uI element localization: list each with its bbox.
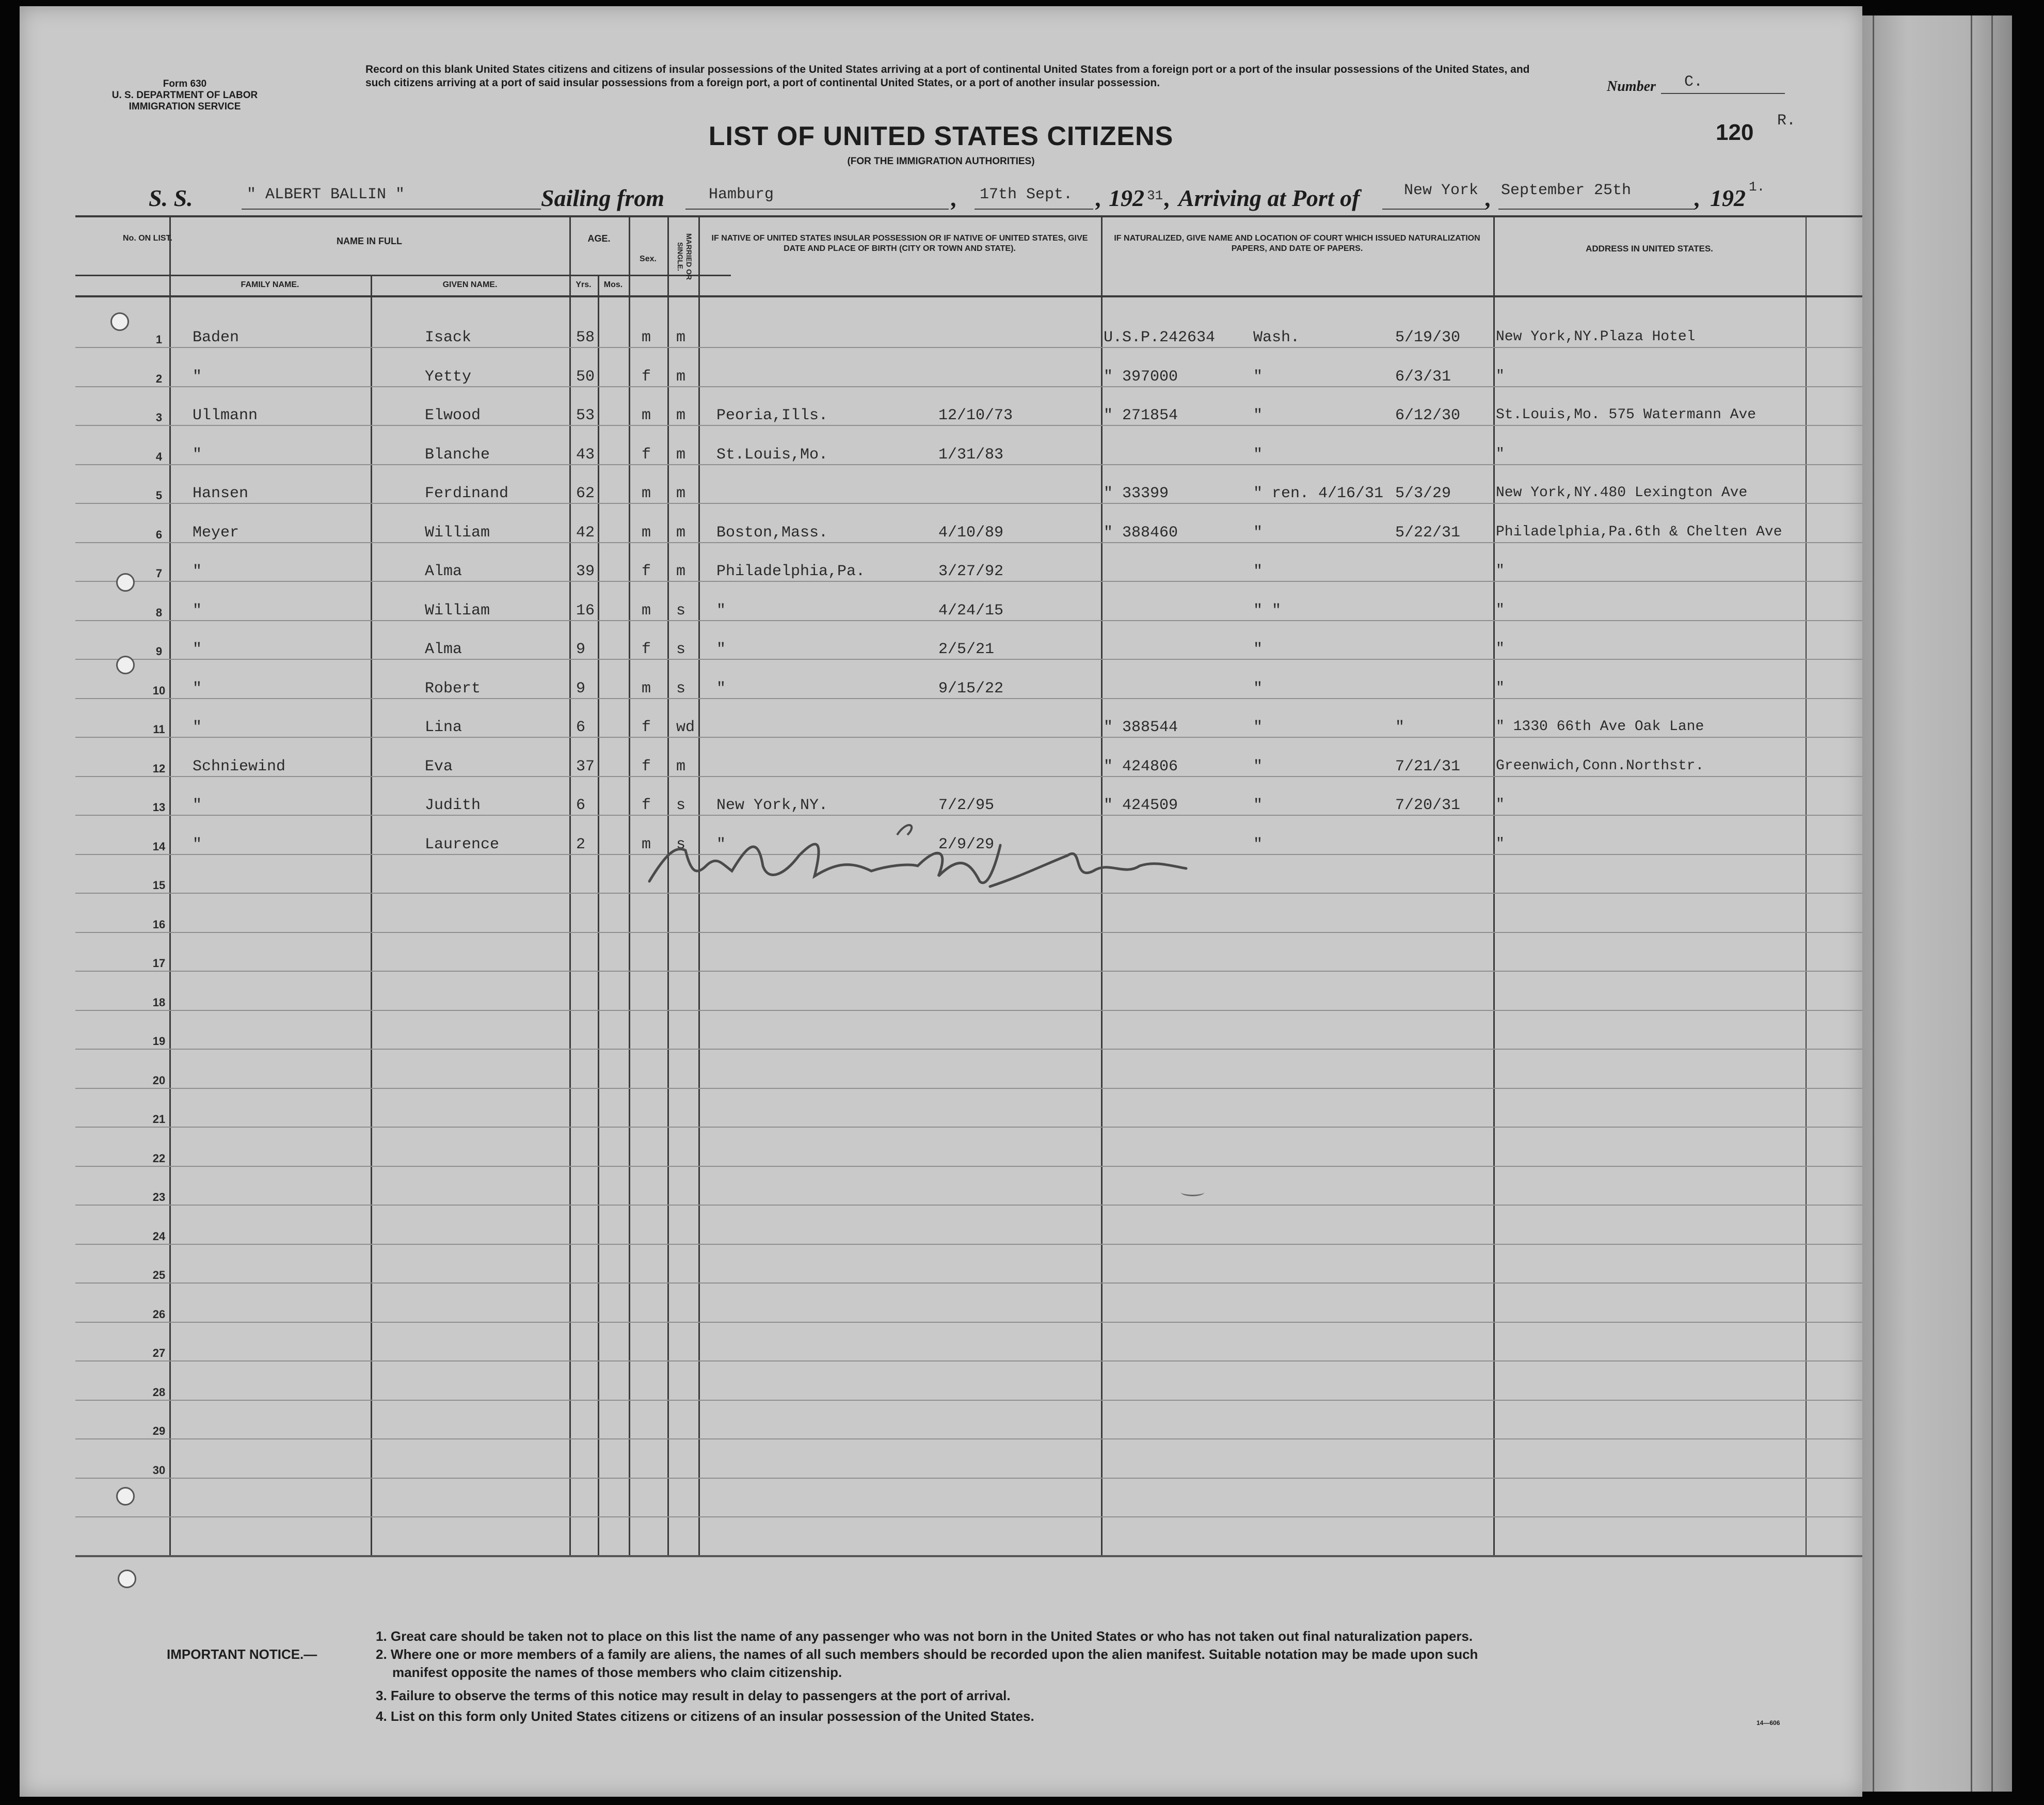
naturalization-date-cell: 5/3/29 — [1395, 485, 1451, 502]
underlying-sheet — [1862, 15, 2012, 1792]
col-header-birth: IF NATIVE OF UNITED STATES INSULAR POSSESSION OR IF NATIVE OF UNITED STATES, GIVE DATE AND PLACE OF BIRTH (CITY OR TOWN AND STATE). — [711, 234, 1088, 253]
address-cell: " — [1496, 679, 1505, 696]
marital-status-cell: m — [676, 563, 686, 580]
col-header-age: AGE. — [587, 233, 611, 244]
family-name-cell: Meyer — [193, 524, 239, 542]
age-yrs-cell: 43 — [576, 446, 595, 464]
marital-status-cell: m — [676, 446, 686, 464]
naturalization-date-cell: 6/12/30 — [1395, 407, 1461, 424]
arrival-date-underline — [1498, 209, 1695, 210]
birth-date-cell: 7/2/95 — [938, 797, 995, 814]
col-divider — [1493, 215, 1495, 1555]
age-yrs-cell: 16 — [576, 601, 595, 620]
row-rule — [75, 698, 1862, 699]
family-name-cell: Baden — [193, 329, 239, 346]
year-typed-1: 31 — [1147, 188, 1163, 203]
birth-place-cell: " — [716, 835, 726, 853]
given-name-cell: Elwood — [425, 407, 481, 424]
comma-3: , — [1164, 185, 1171, 211]
family-name-cell: " — [193, 601, 202, 620]
row-number: 19 — [152, 1035, 166, 1048]
birth-place-cell: " — [716, 679, 726, 698]
row-rule — [75, 1516, 1862, 1517]
row-number: 10 — [152, 684, 166, 697]
sex-cell: m — [642, 601, 651, 620]
row-rule — [75, 425, 1862, 426]
page-number: 120 — [1716, 120, 1754, 145]
sex-cell: f — [642, 446, 651, 464]
sex-cell: f — [642, 797, 651, 814]
address-cell: " — [1496, 368, 1505, 384]
number-value: C. — [1684, 73, 1703, 91]
manifest-page — [20, 6, 1862, 1797]
sex-cell: m — [642, 835, 651, 853]
sex-cell: f — [642, 641, 651, 658]
row-number: 20 — [152, 1073, 166, 1087]
naturalization-number-cell: " 271854 — [1104, 407, 1178, 424]
birth-date-cell: 4/10/89 — [938, 524, 1004, 542]
row-number: 21 — [152, 1113, 166, 1126]
row-rule — [75, 1166, 1862, 1167]
given-name-cell: Lina — [425, 719, 462, 736]
row-rule — [75, 1088, 1862, 1089]
given-name-cell: Eva — [425, 757, 453, 775]
row-rule — [75, 1127, 1862, 1128]
year-typed-2: 1. — [1749, 179, 1765, 195]
row-rule — [75, 503, 1862, 504]
col-divider — [1806, 215, 1807, 1555]
year-printed-1: 192 — [1109, 185, 1144, 211]
given-name-cell: Judith — [425, 797, 481, 814]
naturalization-court-cell: " — [1253, 524, 1263, 542]
family-name-cell: " — [193, 835, 202, 853]
family-name-cell: " — [193, 446, 202, 464]
age-yrs-cell: 37 — [576, 757, 595, 775]
naturalization-court-cell: " — [1253, 719, 1263, 736]
row-number: 13 — [152, 801, 166, 814]
sex-cell: f — [642, 757, 651, 775]
birth-place-cell: " — [716, 601, 726, 620]
family-name-cell: " — [193, 641, 202, 658]
address-cell: New York,NY.Plaza Hotel — [1496, 329, 1696, 345]
row-rule — [75, 971, 1862, 972]
given-name-cell: Yetty — [425, 368, 472, 386]
naturalization-court-cell: " — [1253, 757, 1263, 775]
table-top-border — [75, 215, 1862, 217]
row-number: 22 — [152, 1151, 166, 1165]
comma-4: , — [1486, 185, 1492, 211]
comma-1: , — [951, 185, 957, 211]
marital-status-cell: s — [676, 641, 686, 658]
age-yrs-cell: 2 — [576, 835, 586, 853]
page-suffix: R. — [1777, 112, 1796, 130]
row-number: 16 — [152, 917, 166, 931]
naturalization-court-cell: " — [1253, 407, 1263, 424]
address-cell: New York,NY.480 Lexington Ave — [1496, 485, 1748, 501]
family-name-cell: Hansen — [193, 485, 249, 502]
naturalization-date-cell: " — [1395, 719, 1405, 736]
col-header-married-single: MARRIED OR SINGLE. — [676, 233, 693, 280]
sail-date: 17th Sept. — [980, 186, 1073, 203]
col-header-no: No. ON LIST. — [123, 234, 172, 243]
birth-date-cell: 12/10/73 — [938, 407, 1013, 424]
sailing-label: Sailing from — [541, 185, 665, 211]
given-name-cell: Isack — [425, 329, 472, 346]
sex-cell: m — [642, 485, 651, 502]
notice-item-1: 1. Great care should be taken not to place on this list the name of any passenger who was not born in the United States or who has not taken out final naturalization papers. — [376, 1628, 1473, 1644]
comma-5: , — [1695, 185, 1701, 211]
row-number: 30 — [152, 1463, 166, 1477]
birth-date-cell: 9/15/22 — [938, 679, 1004, 698]
port-to-underline — [1382, 209, 1486, 210]
family-name-cell: Ullmann — [193, 407, 258, 424]
header-bottom-border — [75, 295, 1862, 297]
row-number: 23 — [152, 1191, 166, 1204]
col-header-yrs: Yrs. — [576, 280, 592, 289]
age-yrs-cell: 50 — [576, 368, 595, 386]
address-cell: St.Louis,Mo. 575 Watermann Ave — [1496, 407, 1756, 423]
given-name-cell: Blanche — [425, 446, 490, 464]
number-label: Number — [1607, 78, 1656, 94]
binder-hole — [116, 656, 135, 674]
naturalization-date-cell: 5/22/31 — [1395, 524, 1461, 542]
birth-place-cell: " — [716, 641, 726, 658]
age-yrs-cell: 9 — [576, 679, 586, 698]
given-name-cell: Robert — [425, 679, 481, 698]
row-number: 1 — [155, 333, 163, 346]
row-rule — [75, 542, 1862, 543]
naturalization-number-cell: U.S.P.242634 — [1104, 329, 1216, 346]
col-header-sex: Sex. — [640, 255, 657, 263]
row-number: 3 — [155, 411, 163, 424]
form-number: Form 630 — [163, 78, 207, 89]
naturalization-court-cell: " ren. 4/16/31 — [1253, 485, 1384, 502]
row-rule — [75, 1400, 1862, 1401]
sex-cell: f — [642, 719, 651, 736]
binder-hole — [116, 573, 135, 592]
address-cell: " — [1496, 641, 1505, 657]
given-name-cell: Alma — [425, 563, 462, 580]
address-cell: " — [1496, 446, 1505, 462]
address-cell: Philadelphia,Pa.6th & Chelten Ave — [1496, 524, 1782, 540]
sex-cell: m — [642, 329, 651, 346]
age-yrs-cell: 6 — [576, 797, 586, 814]
col-header-name: NAME IN FULL — [337, 236, 402, 246]
col-header-given: GIVEN NAME. — [442, 280, 498, 289]
birth-place-cell: Peoria,Ills. — [716, 407, 828, 424]
age-yrs-cell: 42 — [576, 524, 595, 542]
birth-place-cell: Philadelphia,Pa. — [716, 563, 866, 580]
family-name-cell: " — [193, 368, 202, 386]
family-name-cell: " — [193, 563, 202, 580]
col-header-mos: Mos. — [603, 280, 623, 289]
marital-status-cell: m — [676, 329, 686, 346]
age-yrs-cell: 39 — [576, 563, 595, 580]
age-yrs-cell: 58 — [576, 329, 595, 346]
naturalization-court-cell: " — [1253, 797, 1263, 814]
birth-date-cell: 2/9/29 — [938, 835, 995, 853]
birth-place-cell: St.Louis,Mo. — [716, 446, 828, 464]
naturalization-court-cell: " — [1253, 368, 1263, 386]
row-rule — [75, 464, 1862, 465]
marital-status-cell: m — [676, 485, 686, 502]
top-notice: Record on this blank United States citizens and citizens of insular possessions of the United States arriving at a port of continental United States from a foreign port or a port of the insular possessions of the United States, and such citizens arriving at a port of said insular possessions from a foreign port, a port of continental United States, or a port of another insular possession. — [365, 64, 1530, 89]
age-yrs-cell: 53 — [576, 407, 595, 424]
sex-cell: m — [642, 524, 651, 542]
naturalization-court-cell: " — [1253, 679, 1263, 698]
naturalization-date-cell: 7/21/31 — [1395, 757, 1461, 775]
port-to: New York — [1404, 182, 1479, 199]
binder-hole — [116, 1487, 135, 1506]
comma-2: , — [1096, 185, 1102, 211]
family-name-cell: " — [193, 797, 202, 814]
address-cell: " — [1496, 797, 1505, 813]
arriving-label: Arriving at Port of — [1178, 185, 1360, 211]
row-number: 11 — [153, 723, 165, 736]
row-rule — [75, 776, 1862, 777]
row-number: 25 — [152, 1269, 166, 1281]
col-header-naturalized: IF NATURALIZED, GIVE NAME AND LOCATION OF COURT WHICH ISSUED NATURALIZATION PAPERS, AND DATE OF PAPERS. — [1114, 234, 1480, 253]
row-rule — [75, 620, 1862, 621]
marital-status-cell: s — [676, 601, 686, 620]
row-number: 17 — [152, 957, 166, 970]
port-from-underline — [685, 209, 949, 210]
family-name-cell: Schniewind — [193, 757, 286, 775]
print-code: 14—606 — [1756, 1719, 1780, 1727]
given-name-cell: Alma — [425, 641, 462, 658]
row-number: 9 — [155, 645, 163, 658]
row-number: 8 — [155, 606, 163, 619]
row-rule — [75, 1438, 1862, 1439]
col-header-address: ADDRESS IN UNITED STATES. — [1586, 244, 1713, 254]
family-name-cell: " — [193, 679, 202, 698]
service: IMMIGRATION SERVICE — [129, 101, 241, 112]
row-number: 6 — [155, 528, 163, 541]
binder-hole — [118, 1570, 136, 1588]
row-number: 27 — [152, 1347, 166, 1359]
given-name-cell: William — [425, 524, 490, 542]
row-rule — [75, 347, 1862, 348]
naturalization-number-cell: " 424509 — [1104, 797, 1178, 814]
row-number: 14 — [152, 840, 166, 853]
notice-item-2: 2. Where one or more members of a family are aliens, the names of all such members should be recorded upon the alien manifest. Suitable notation may be made upon such — [376, 1646, 1478, 1662]
notice-heading: IMPORTANT NOTICE.— — [167, 1646, 317, 1662]
row-number: 5 — [155, 489, 163, 502]
row-rule — [75, 1360, 1862, 1361]
marital-status-cell: wd — [676, 719, 695, 736]
age-yrs-cell: 9 — [576, 641, 586, 658]
row-number: 28 — [152, 1385, 166, 1399]
naturalization-court-cell: " — [1253, 446, 1263, 464]
row-number: 2 — [155, 372, 163, 385]
row-rule — [75, 659, 1862, 660]
year-printed-2: 192 — [1710, 185, 1746, 211]
address-cell: Greenwich,Conn.Northstr. — [1496, 757, 1704, 774]
marital-status-cell: m — [676, 368, 686, 386]
age-yrs-cell: 6 — [576, 719, 586, 736]
sex-cell: m — [642, 407, 651, 424]
naturalization-date-cell: 5/19/30 — [1395, 329, 1461, 346]
binder-hole — [110, 312, 129, 331]
address-cell: " — [1496, 563, 1505, 579]
naturalization-court-cell: Wash. — [1253, 329, 1300, 346]
birth-date-cell: 2/5/21 — [938, 641, 995, 658]
row-number: 15 — [152, 879, 166, 892]
arrival-date: September 25th — [1501, 182, 1632, 199]
given-name-cell: William — [425, 601, 490, 620]
row-number: 7 — [155, 567, 163, 580]
row-number: 12 — [152, 762, 166, 775]
birth-date-cell: 4/24/15 — [938, 601, 1004, 620]
notice-item-4: 4. List on this form only United States citizens or citizens of an insular possession of the United States. — [376, 1708, 1034, 1724]
notice-item-2b: manifest opposite the names of those members who claim citizenship. — [392, 1665, 842, 1680]
col-divider — [598, 275, 599, 1555]
number-underline — [1661, 93, 1785, 94]
address-cell: " — [1496, 835, 1505, 852]
naturalization-number-cell: " 388544 — [1104, 719, 1178, 736]
given-name-cell: Ferdinand — [425, 485, 509, 502]
department: U. S. DEPARTMENT OF LABOR — [111, 90, 258, 101]
naturalization-number-cell: " 397000 — [1104, 368, 1178, 386]
marital-status-cell: m — [676, 757, 686, 775]
col-divider — [569, 215, 571, 1555]
age-yrs-cell: 62 — [576, 485, 595, 502]
naturalization-number-cell: " 424806 — [1104, 757, 1178, 775]
sail-date-underline — [975, 209, 1093, 210]
notice-item-3: 3. Failure to observe the terms of this notice may result in delay to passengers at the port of arrival. — [376, 1688, 1011, 1703]
row-rule — [75, 737, 1862, 738]
row-number: 18 — [152, 995, 166, 1009]
marital-status-cell: s — [676, 797, 686, 814]
naturalization-number-cell: " 388460 — [1104, 524, 1178, 542]
row-rule — [75, 1049, 1862, 1050]
row-number: 24 — [152, 1229, 166, 1243]
page-title: LIST OF UNITED STATES CITIZENS — [708, 121, 1174, 151]
name-subheader-line — [75, 275, 731, 276]
row-rule — [75, 581, 1862, 582]
port-from: Hamburg — [709, 186, 774, 203]
row-number: 29 — [152, 1424, 166, 1437]
row-rule — [75, 1205, 1862, 1206]
page-subtitle: (FOR THE IMMIGRATION AUTHORITIES) — [847, 156, 1035, 167]
inspector-signature — [629, 814, 1238, 902]
marital-status-cell: s — [676, 679, 686, 698]
sex-cell: f — [642, 563, 651, 580]
row-rule — [75, 1322, 1862, 1323]
marital-status-cell: m — [676, 407, 686, 424]
row-number: 4 — [155, 450, 163, 463]
row-number: 26 — [152, 1307, 166, 1321]
birth-place-cell: New York,NY. — [716, 797, 828, 814]
naturalization-date-cell: 7/20/31 — [1395, 797, 1461, 814]
given-name-cell: Laurence — [425, 835, 500, 853]
naturalization-court-cell: " " — [1253, 601, 1282, 620]
ship-underline — [242, 209, 541, 210]
row-rule — [75, 1010, 1862, 1011]
naturalization-court-cell: " — [1253, 563, 1263, 580]
row-rule — [75, 932, 1862, 933]
marital-status-cell: s — [676, 835, 686, 853]
row-rule — [75, 1244, 1862, 1245]
stray-mark — [1181, 1189, 1204, 1196]
address-cell: " — [1496, 601, 1505, 618]
ss-label: S. S. — [149, 185, 193, 211]
row-rule — [75, 1282, 1862, 1284]
birth-date-cell: 3/27/92 — [938, 563, 1004, 580]
naturalization-date-cell: 6/3/31 — [1395, 368, 1451, 386]
col-divider — [371, 275, 372, 1555]
naturalization-number-cell: " 33399 — [1104, 485, 1169, 502]
birth-date-cell: 1/31/83 — [938, 446, 1004, 464]
marital-status-cell: m — [676, 524, 686, 542]
row-rule — [75, 1478, 1862, 1479]
row-rule — [75, 386, 1862, 387]
family-name-cell: " — [193, 719, 202, 736]
birth-place-cell: Boston,Mass. — [716, 524, 828, 542]
sex-cell: m — [642, 679, 651, 698]
naturalization-court-cell: " — [1253, 641, 1263, 658]
ship-name: " ALBERT BALLIN " — [247, 186, 405, 203]
col-header-family: FAMILY NAME. — [241, 280, 299, 289]
naturalization-court-cell: " — [1253, 835, 1263, 853]
footer-border — [75, 1555, 1862, 1557]
sex-cell: f — [642, 368, 651, 386]
address-cell: " 1330 66th Ave Oak Lane — [1496, 719, 1704, 735]
